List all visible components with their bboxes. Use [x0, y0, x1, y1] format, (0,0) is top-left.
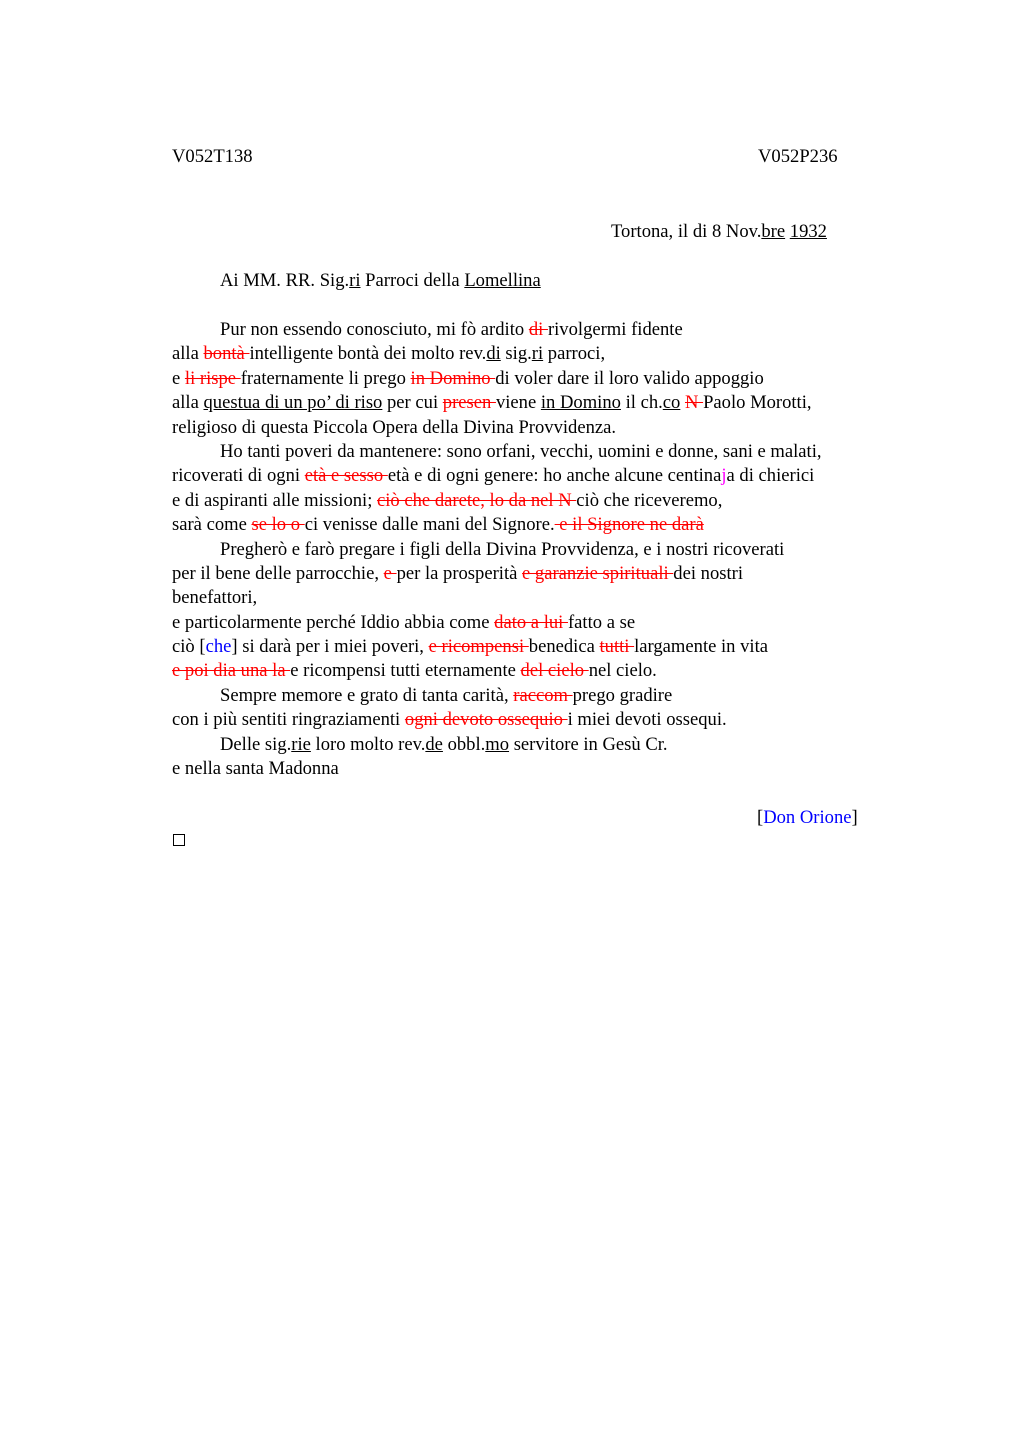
letter-date — [611, 221, 827, 243]
letter-line — [172, 708, 932, 732]
text-segment: e di aspiranti alle missioni; — [172, 489, 378, 511]
deleted-text: ogni devoto ossequio — [404, 709, 568, 731]
deleted-text: se lo o — [251, 514, 305, 536]
letter-line — [172, 440, 932, 464]
deleted-text: e ricompensi — [428, 636, 529, 658]
signature-close-bracket: ] — [851, 807, 858, 828]
letter-body — [172, 318, 932, 781]
text-segment: alla — [172, 343, 204, 365]
deleted-text: presen — [442, 392, 496, 414]
document-code: V052T138 — [172, 146, 253, 167]
underlined-abbrev: mo — [485, 733, 510, 755]
text-segment: benedica — [528, 636, 600, 658]
text-segment: ciò [ — [172, 636, 206, 658]
deleted-text: N — [684, 392, 704, 414]
text-segment: ] si darà per i miei poveri, — [231, 636, 429, 658]
deleted-text: dato a lui — [494, 611, 568, 633]
letter-addressee — [220, 270, 541, 292]
text-segment: Sempre memore e grato di tanta carità, — [220, 684, 514, 706]
text-segment: di voler dare il loro valido appoggio — [495, 367, 764, 389]
deleted-text: in Domino — [410, 367, 496, 389]
letter-line — [172, 586, 932, 610]
text-segment: il ch. — [620, 392, 663, 414]
deleted-text: di — [528, 319, 548, 340]
deleted-text: e garanzie spirituali — [522, 562, 674, 584]
underlined-abbrev: questua di un po’ di riso — [203, 392, 383, 414]
text-segment: Pregherò e farò pregare i figli della Divina Provvidenza, e i nostri ricoverati — [220, 538, 785, 560]
text-segment: alla — [172, 392, 204, 414]
text-segment: obbl. — [442, 733, 486, 755]
text-segment: ciò che riceveremo, — [576, 489, 723, 511]
text-segment: parroci, — [543, 343, 606, 365]
letter-line — [172, 367, 932, 391]
text-segment: servitore in Gesù Cr. — [509, 733, 668, 755]
text-segment: loro molto rev. — [310, 733, 426, 755]
letter-line — [172, 659, 932, 683]
addressee-abbrev: ri — [349, 270, 361, 291]
letter-line — [172, 489, 932, 513]
letter-line — [172, 611, 932, 635]
underlined-abbrev: co — [662, 392, 681, 414]
deleted-text: ciò che darete, lo da nel N — [377, 489, 577, 511]
text-segment: intelligente bontà dei molto rev. — [249, 343, 487, 365]
date-prefix: Tortona, il di 8 Nov. — [611, 221, 762, 242]
text-segment: largamente in vita — [634, 636, 769, 658]
letter-line — [172, 757, 932, 781]
text-segment: prego gradire — [572, 684, 673, 706]
signature — [757, 807, 858, 829]
empty-checkbox-glyph — [173, 834, 185, 846]
deleted-text: e il Signore ne darà — [554, 514, 704, 536]
text-segment: Pur non essendo conosciuto, mi fò ardito — [220, 319, 529, 340]
date-month-abbrev: bre — [761, 221, 786, 242]
deleted-text: li rispe — [184, 367, 241, 389]
signature-open-bracket: [ — [757, 807, 764, 828]
text-segment: con i più sentiti ringraziamenti — [172, 709, 405, 731]
letter-line — [172, 635, 932, 659]
page-code: V052P236 — [758, 146, 838, 167]
text-segment: religioso di questa Piccola Opera della Divina Provvidenza. — [172, 416, 617, 438]
letter-line — [172, 318, 932, 342]
editorial-insertion: che — [205, 636, 232, 658]
deleted-text: e — [383, 562, 397, 584]
text-segment: fraternamente li prego — [240, 367, 411, 389]
signature-name: Don Orione — [763, 807, 852, 828]
correction-mark: j — [721, 465, 727, 487]
deleted-text: e poi dia una la — [172, 660, 291, 682]
text-segment: fatto a se — [567, 611, 636, 633]
deleted-text: bontà — [203, 343, 250, 365]
letter-line — [172, 562, 932, 586]
text-segment: sarà come — [172, 514, 252, 536]
deleted-text: tutti — [599, 636, 635, 658]
text-segment: ci venisse dalle mani del Signore. — [304, 514, 555, 536]
text-segment: e particolarmente perché Iddio abbia come — [172, 611, 495, 633]
letter-line — [172, 342, 932, 366]
letter-line — [172, 684, 932, 708]
letter-line — [172, 513, 932, 537]
underlined-abbrev: ri — [531, 343, 544, 365]
text-segment: per il bene delle parrocchie, — [172, 562, 384, 584]
text-segment: benefattori, — [172, 587, 258, 609]
addressee-place: Lomellina — [464, 270, 541, 291]
text-segment: dei nostri — [673, 562, 744, 584]
text-segment: i miei devoti ossequi. — [567, 709, 727, 731]
letter-line — [172, 391, 932, 415]
deleted-text: del cielo — [520, 660, 589, 682]
underlined-abbrev: rie — [291, 733, 311, 755]
addressee-middle: Parroci della — [360, 270, 465, 291]
date-year: 1932 — [789, 221, 827, 242]
text-segment: nel cielo. — [588, 660, 657, 682]
text-segment: rivolgermi fidente — [547, 319, 683, 340]
underlined-abbrev: de — [425, 733, 443, 755]
text-segment: e — [172, 367, 185, 389]
text-segment: Ho tanti poveri da mantenere: sono orfani, vecchi, uomini e donne, sani e malati, — [220, 440, 822, 462]
text-segment: e ricompensi tutti eternamente — [290, 660, 521, 682]
letter-line — [172, 538, 932, 562]
text-segment: ricoverati di ogni — [172, 465, 305, 487]
underlined-abbrev: di — [486, 343, 501, 365]
underlined-abbrev: in Domino — [540, 392, 621, 414]
text-segment: età e di ogni genere: ho anche alcune centina — [387, 465, 722, 487]
deleted-text: raccom — [513, 684, 573, 706]
letter-line — [172, 416, 932, 440]
text-segment: per la prosperità — [396, 562, 523, 584]
letter-line — [172, 733, 932, 757]
text-segment: sig. — [500, 343, 532, 365]
text-segment: Paolo Morotti, — [703, 392, 812, 414]
addressee-prefix: Ai MM. RR. Sig. — [220, 270, 350, 291]
text-segment: Delle sig. — [220, 733, 292, 755]
deleted-text: età e sesso — [304, 465, 388, 487]
text-segment: e nella santa Madonna — [172, 758, 339, 780]
text-segment: a di chierici — [726, 465, 815, 487]
letter-line — [172, 464, 932, 488]
text-segment: viene — [495, 392, 541, 414]
text-segment: per cui — [382, 392, 443, 414]
